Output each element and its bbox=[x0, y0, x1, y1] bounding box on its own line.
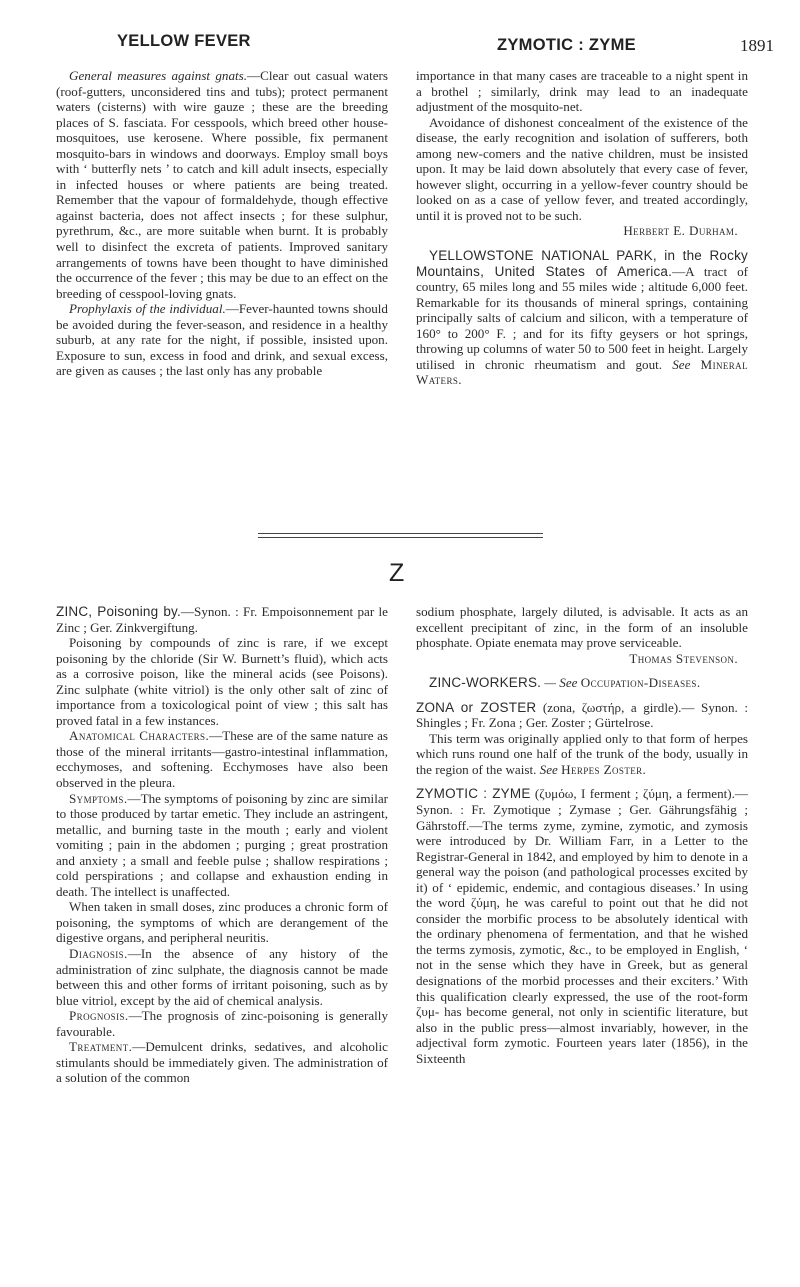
zinc-entry bbox=[56, 604, 388, 635]
yellowstone-entry bbox=[416, 248, 748, 388]
yellowstone-heading: YELLOWSTONE NATIONAL PARK, in the Rocky Mountains, United States of America. bbox=[416, 248, 748, 279]
zinc-heading: ZINC, Poisoning by. bbox=[56, 604, 181, 619]
bottom-right-column bbox=[416, 604, 748, 1066]
gnats-paragraph bbox=[56, 68, 388, 301]
author-signature: Thomas Stevenson. bbox=[629, 650, 738, 666]
yellowstone-text: —A tract of country, 65 miles long and 55 miles wide ; altitude 6,000 feet. Remarkable for its thousands of mineral springs, containing principally salts of calcium and silicon, with a temperature of 160° to 200° F. ; and for its fifty geysers or hot springs, throwing up columns of water 50 to 500 feet in height. Largely utilised in chronic rheumatism and gout. bbox=[416, 263, 748, 372]
gnats-heading: General measures against gnats. bbox=[69, 68, 248, 83]
top-right-column bbox=[416, 68, 748, 388]
author-signature: Herbert E. Durham. bbox=[623, 223, 738, 239]
cross-reference: Occupation-Diseases. bbox=[580, 675, 701, 691]
page-number: 1891 bbox=[740, 36, 774, 55]
section-divider-bottom bbox=[258, 537, 543, 538]
chronic-paragraph: When taken in small doses, zinc produces a chronic form of poisoning, the symptoms of which are derangement of the digestive organs, and peripheral neuritis. bbox=[56, 899, 388, 946]
zona-paragraph: This term was originally applied only to that form of herpes which runs round one half of the trunk of the body, usually in the region of the waist. See Herpes Zoster. bbox=[416, 730, 748, 777]
prophylaxis-paragraph bbox=[56, 301, 388, 379]
zinc-synonyms: —Synon. : Fr. Empoisonnement par le Zinc ; Ger. Zinkvergiftung. bbox=[56, 604, 388, 635]
running-header bbox=[0, 30, 800, 54]
treatment-paragraph: Treatment.—Demulcent drinks, sedatives, and alcoholic stimulants should be immediately given. The administration of a solution of the common bbox=[56, 1039, 388, 1086]
section-letter: Z bbox=[389, 559, 405, 587]
zinc-continuation: sodium phosphate, largely diluted, is advisable. It acts as an excellent precipitant of zinc, in the form of an insoluble phosphate. Opiate enemata may prove serviceable. Thomas Stevenson. bbox=[416, 604, 748, 666]
bottom-left-column bbox=[56, 604, 388, 1086]
zinc-paragraph: Poisoning by compounds of zinc is rare, if we except poisoning by the chloride (Sir W. Burnett’s fluid), which acts as a corrosive poison, like the mineral acids (see Poisons). Zinc sulphate (white vitriol) is the only other salt of zinc of importance from a toxicological point of view ; this salt has proved fatal in a few instances. bbox=[56, 635, 388, 728]
zinc-workers-entry: ZINC-WORKERS. — See Occupation-Diseases. bbox=[429, 675, 701, 691]
cross-reference: Mineral Waters. bbox=[416, 356, 748, 388]
gnats-text: —Clear out casual waters (roof-gutters, unconsidered tins and tubs); protect permanent waters (cisterns) with wire gauze ; these are the breeding places of S. fasciata. For cesspools, which breed other house-mosquitoes, use kerosene. Where possible, fix permanent mosquito-bars in windows and doorways. Employ small boys with ‘ butterfly nets ’ to catch and kill adult insects, especially in infected houses or where patients are being treated. Remember that the vapour of formaldehyde, though effective against bacteria, does not affect insects ; for these sulphur, pyrethrum, &c., are more suitable when burnt. It is probably well to disinfect the excreta of patients. Improved sanitary arrangements of towns have been thought to have diminished the occurrence of the fever ; this may be due to an effect on the breeding of cesspool-loving gnats. bbox=[56, 68, 388, 301]
avoidance-paragraph: Avoidance of dishonest concealment of the existence of the disease, the early recognition and isolation of sufferers, both among new-comers and the native children, must be insisted upon. It may be laid down absolutely that every case of fever, however slight, occurring in a yellow-fever country should be looked on as a case of yellow fever, and treated accordingly, until it is proved not to be such. Herbert E. Durham. bbox=[416, 114, 748, 239]
continuation-paragraph: importance in that many cases are traceable to a night spent in a brothel ; similarly, drink may lead to an inadequate adjustment of the mosquito-net. bbox=[416, 68, 748, 115]
header-center-title: ZYMOTIC : ZYME bbox=[497, 36, 636, 54]
prophylaxis-text: —Fever-haunted towns should be avoided during the fever-season, and residence in a healthy suburb, at any rate for the night, if possible, insisted upon. Exposure to sun, excess in food and drink, and sexual excess, are given as causes ; the last only has any probable bbox=[56, 301, 388, 379]
section-divider-top bbox=[258, 533, 543, 534]
see-label: See bbox=[672, 356, 691, 372]
top-left-column bbox=[56, 68, 388, 379]
zymotic-entry: ZYMOTIC : ZYME (ζυμόω, I ferment ; ζύμη, a ferment).—Synon. : Fr. Zymotique ; Zymase ; Ger. Gährungsfähig ; Gährstoff.—The terms zyme, zymine, zymotic, and zymosis were introduced by Dr. William Farr, in a Letter to the Registrar-General in 1842, and employed by him to denote in a general way the poison (and pathological processes excited by it) of ‘ epidemic, endemic, and contagious diseases.’ In using the word ζύμη, he was careful to point out that he did not consider the morbific process to be absolutely identical with the ordinary phenomena of fermentation, and that he wished the terms zymosis, zymotic, &c., to be employed in English, ‘ not in the sense which they have in Greek, but as general designations of the morbid processes and their exciters.’ With this qualification clearly expressed, the use of the root-form ζυμ- has become general, not only in scientific literature, but also in the public press—almost invariably, however, in the adjectival form zymotic. Fourteen years later (1856), in the Sixteenth bbox=[416, 786, 748, 1066]
symptoms-paragraph: Symptoms.—The symptoms of poisoning by zinc are similar to those produced by tartar emetic. They include an astringent, metallic, and burning taste in the mouth ; early and violent vomiting ; pain in the abdomen ; purging ; great prostration and anxiety ; a small and feeble pulse ; shallow respirations ; cold perspirations ; and collapse and exhaustion ending in death. The intellect is unaffected. bbox=[56, 790, 388, 899]
prognosis-paragraph: Prognosis.—The prognosis of zinc-poisoning is generally favourable. bbox=[56, 1008, 388, 1039]
anatomical-paragraph: Anatomical Characters.—These are of the same nature as those of the mineral irritants—gastro-intestinal inflammation, ecchymoses, and softening. Ecchymoses have also been observed in the pleura. bbox=[56, 728, 388, 791]
zona-entry: ZONA or ZOSTER (zona, ζωστήρ, a girdle).— Synon. : Shingles ; Fr. Zona ; Ger. Zoster ; Gürtelrose. bbox=[416, 699, 748, 731]
cross-reference: Herpes Zoster. bbox=[561, 761, 647, 777]
header-left-title: YELLOW FEVER bbox=[117, 32, 251, 50]
prophylaxis-heading: Prophylaxis of the individual. bbox=[69, 301, 226, 317]
diagnosis-paragraph: Diagnosis.—In the absence of any history of the administration of zinc sulphate, the diagnosis cannot be made between this and other forms of irritant poisoning, such as by blue vitriol, except by the aid of chemical analysis. bbox=[56, 946, 388, 1008]
